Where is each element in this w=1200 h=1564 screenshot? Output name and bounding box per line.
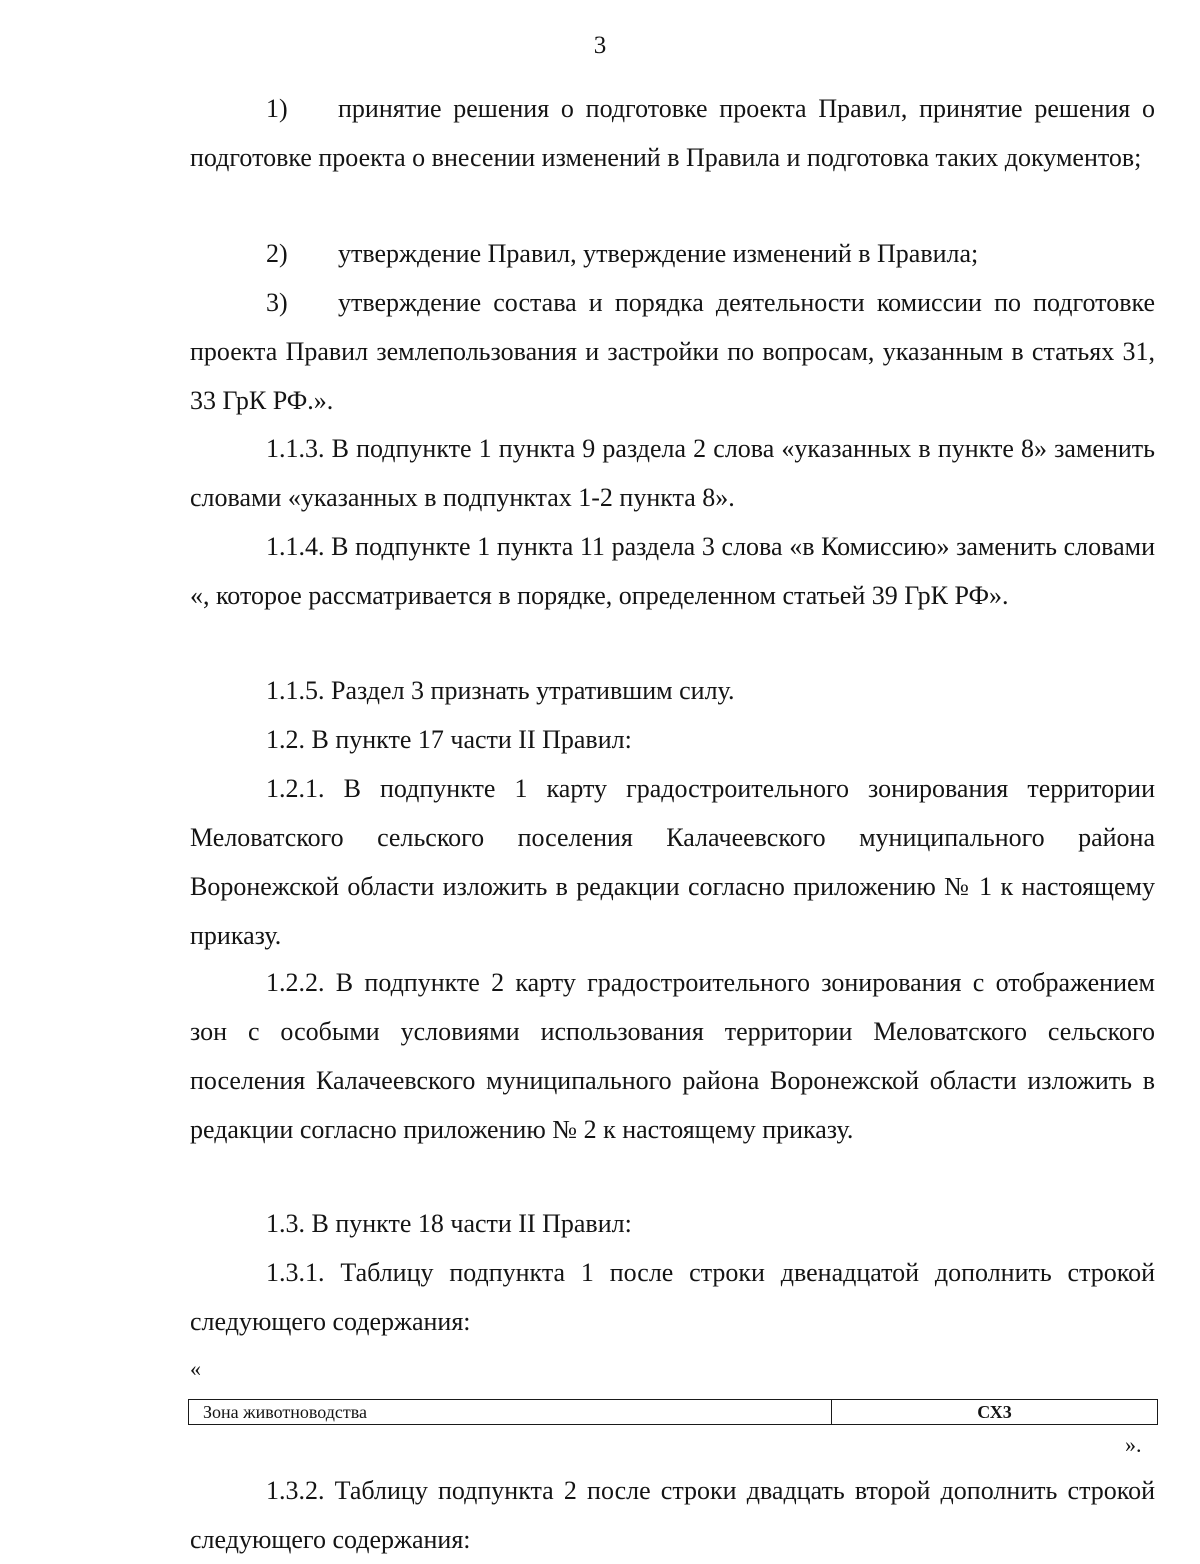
open-quote: «	[190, 1356, 201, 1381]
paragraph-1-1-4: 1.1.4. В подпункте 1 пункта 11 раздела 3 слова «в Комиссию» заменить словами «, которое рассматривается в порядке, определенном статьей 39 ГрК РФ».	[190, 532, 1155, 610]
paragraph-item-2	[190, 229, 1155, 278]
zone-name-cell: Зона животноводства	[189, 1400, 832, 1424]
paragraph-1-3-2: 1.3.2. Таблицу подпункта 2 после строки двадцать второй дополнить строкой следующего содержания:	[190, 1476, 1155, 1554]
paragraph-item-3	[190, 278, 1155, 425]
close-quote: ».	[1125, 1432, 1142, 1457]
paragraph-1-3: 1.3. В пункте 18 части II Правил:	[266, 1209, 632, 1238]
paragraph-1-1-3: 1.1.3. В подпункте 1 пункта 9 раздела 2 слова «указанных в пункте 8» заменить словами «указанных в подпунктах 1-2 пункта 8».	[190, 434, 1155, 512]
page-number: 3	[593, 32, 607, 59]
item-number: 3)	[266, 288, 288, 317]
paragraph-1-2-2: 1.2.2. В подпункте 2 карту градостроительного зонирования с отображением зон с особыми условиями использования территории Меловатского сельского поселения Калачеевского муниципального района Воронежской области изложить в редакции согласно приложению № 2 к настоящему приказу.	[190, 968, 1155, 1144]
zone-table-row	[188, 1399, 1158, 1425]
paragraph-1-2-1: 1.2.1. В подпункте 1 карту градостроительного зонирования территории Меловатского сельского поселения Калачеевского муниципального района Воронежской области изложить в редакции согласно приложению № 1 к настоящему приказу.	[190, 774, 1155, 950]
item-text: принятие решения о подготовке проекта Правил, принятие решения о подготовке проекта о внесении изменений в Правила и подготовка таких документов;	[190, 94, 1155, 172]
paragraph-item-1	[190, 84, 1155, 182]
item-text: утверждение состава и порядка деятельности комиссии по подготовке проекта Правил землепользования и застройки по вопросам, указанным в статьях 31, 33 ГрК РФ.».	[190, 288, 1155, 415]
paragraph-1-2: 1.2. В пункте 17 части II Правил:	[266, 725, 632, 754]
zone-code-cell: СХ3	[977, 1402, 1012, 1422]
paragraph-1-3-1: 1.3.1. Таблицу подпункта 1 после строки двенадцатой дополнить строкой следующего содержания:	[190, 1258, 1155, 1336]
paragraph-1-1-5: 1.1.5. Раздел 3 признать утратившим силу.	[266, 676, 735, 705]
item-number: 1)	[266, 94, 288, 123]
item-number: 2)	[266, 239, 288, 268]
item-text: утверждение Правил, утверждение изменений в Правила;	[338, 239, 979, 268]
